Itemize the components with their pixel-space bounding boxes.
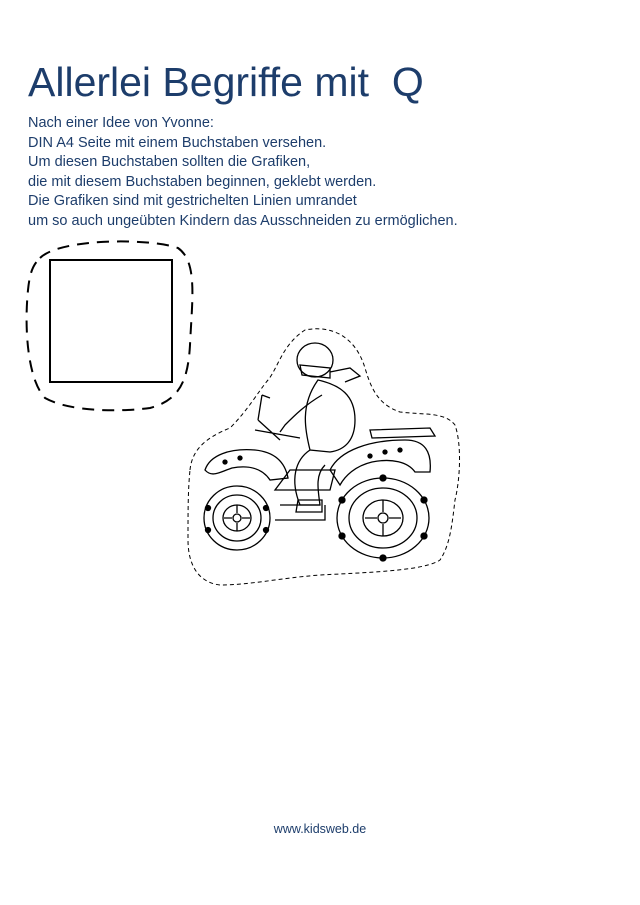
boot [296, 500, 322, 512]
page-title: Allerlei Begriffe mit Q [28, 59, 424, 105]
intro-line: Die Grafiken sind mit gestrichelten Linien umrandet [28, 193, 357, 209]
intro-line: um so auch ungeübten Kindern das Ausschneiden zu ermöglichen. [28, 212, 458, 229]
dashed-cut-line [27, 241, 193, 410]
rack [370, 428, 435, 438]
rider [280, 343, 360, 512]
helmet [297, 343, 333, 377]
arm [280, 395, 322, 432]
leg [295, 450, 325, 505]
front-wheel [204, 486, 270, 550]
torso [305, 380, 355, 452]
footer-link[interactable]: www.kidsweb.de [273, 822, 367, 836]
empty-square [50, 260, 172, 382]
intro-line: DIN A4 Seite mit einem Buchstaben versehen. [28, 134, 327, 151]
intro-line: Um diesen Buchstaben sollten die Grafiken, [28, 154, 311, 170]
rear-wheel [337, 475, 429, 561]
intro-line: die mit diesem Buchstaben beginnen, geklebt werden. [28, 173, 377, 190]
scarf [330, 368, 360, 382]
front-fender [205, 450, 288, 480]
quad-illustration [188, 329, 460, 585]
intro-line: Nach einer Idee von Yvonne: [28, 115, 214, 131]
frame [275, 470, 335, 490]
cut-box [27, 241, 193, 410]
